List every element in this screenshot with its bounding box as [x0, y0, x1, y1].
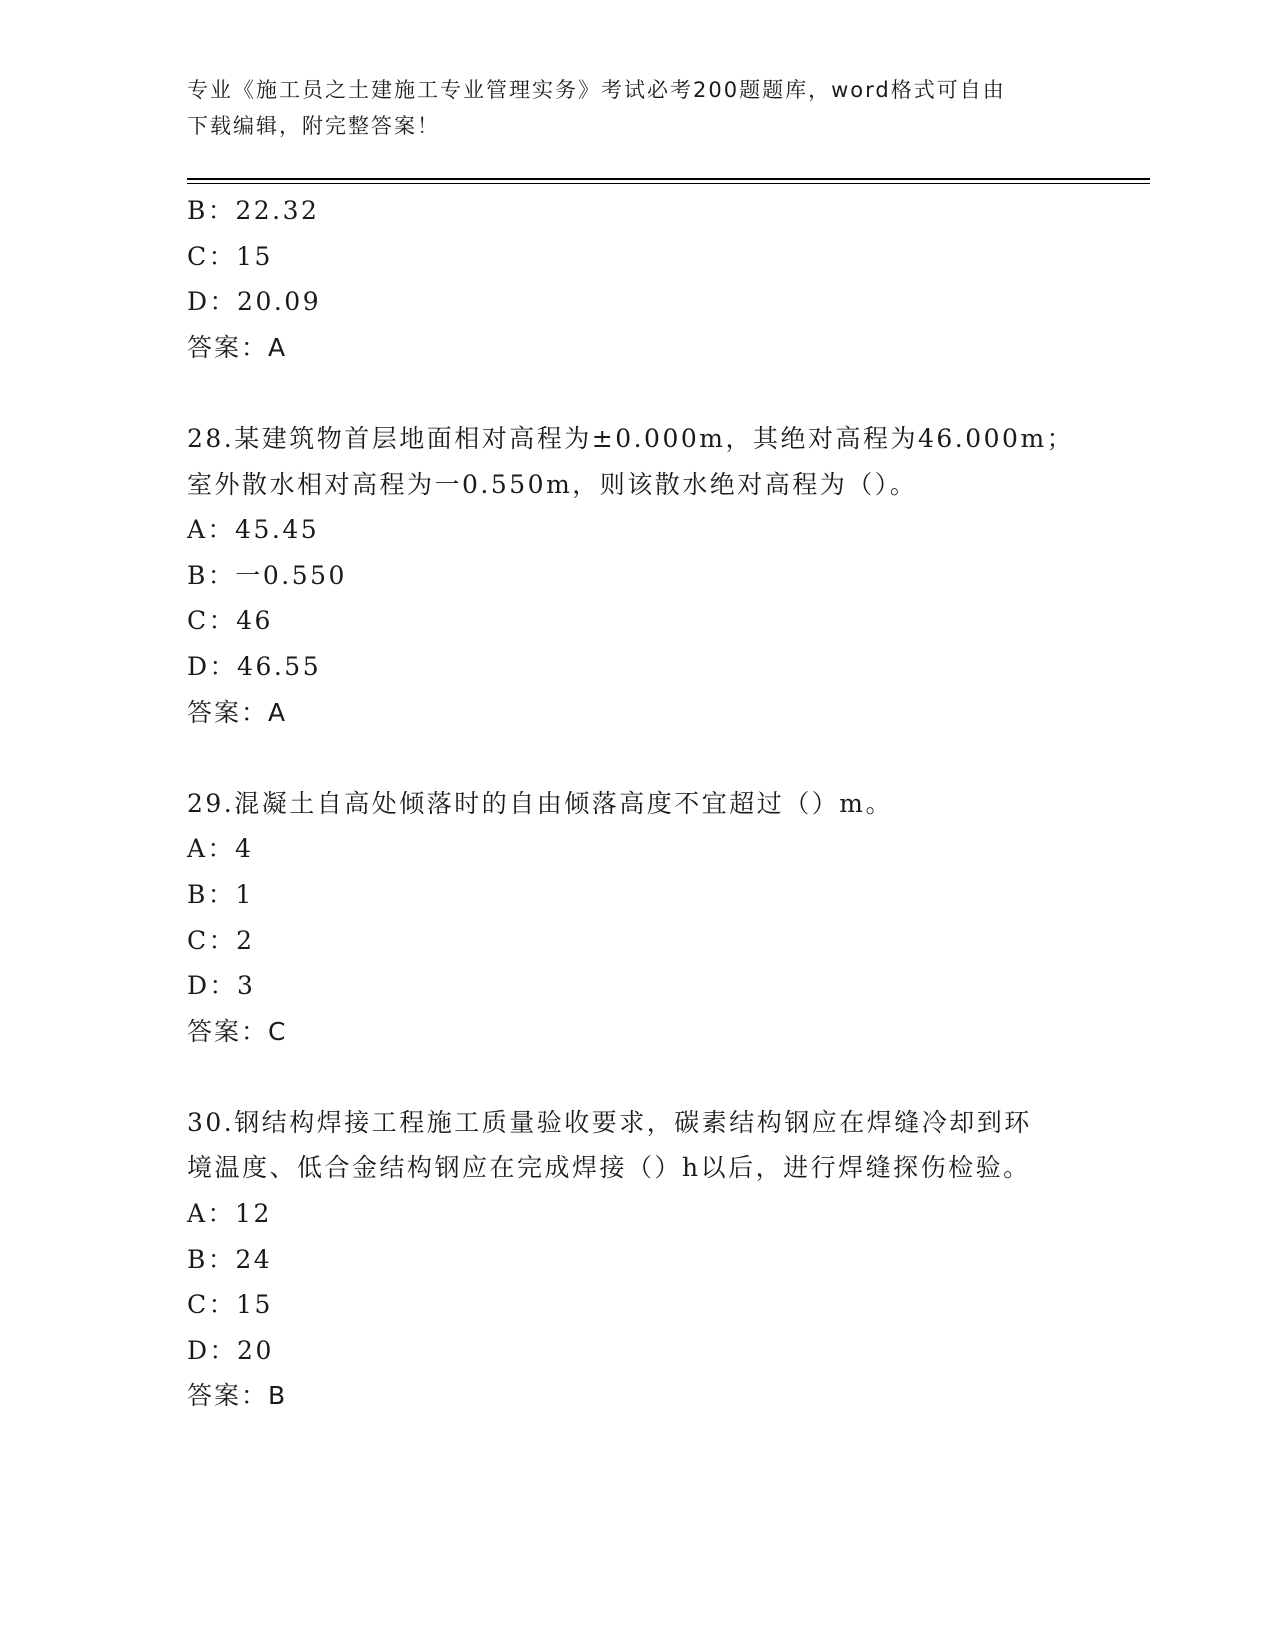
- option-b: B：24: [187, 1244, 273, 1274]
- answer-line: 答案：C: [187, 1016, 288, 1046]
- question-text-line-1: 28.某建筑物首层地面相对高程为±0.000m，其绝对高程为46.000m；: [187, 423, 1075, 453]
- option-d: D：20.09: [187, 287, 322, 317]
- prev-question-block: [187, 188, 1067, 370]
- option-d: D：46.55: [187, 651, 322, 681]
- option-b: B：1: [187, 879, 254, 909]
- option-a: A：45.45: [187, 515, 320, 545]
- answer-line: 答案：A: [187, 332, 288, 362]
- question-text-line-2: 境温度、低合金结构钢应在完成焊接（）h以后，进行焊缝探伤检验。: [187, 1153, 1031, 1183]
- answer-line: 答案：B: [187, 1381, 288, 1411]
- question-text-line-1: 29.混凝土自高处倾落时的自由倾落高度不宜超过（）m。: [187, 788, 893, 818]
- header-line-1: 专业《施工员之土建施工专业管理实务》考试必考200题题库，word格式可自由: [187, 78, 1006, 102]
- option-c: C：2: [187, 925, 255, 955]
- option-b: B：一0.550: [187, 560, 347, 590]
- option-d: D：3: [187, 971, 256, 1001]
- header-rule-thin: [187, 183, 1150, 184]
- answer-line: 答案：A: [187, 697, 288, 727]
- header-rule-thick: [187, 178, 1150, 180]
- question-block-30: [187, 1100, 1067, 1419]
- option-b: B：22.32: [187, 196, 320, 225]
- header-line-2: 下载编辑，附完整答案！: [187, 114, 440, 138]
- question-block-28: [187, 416, 1075, 735]
- spacer: [187, 735, 1067, 781]
- question-content: [187, 188, 1075, 1419]
- question-text-line-1: 30.钢结构焊接工程施工质量验收要求，碳素结构钢应在焊缝冷却到环: [187, 1107, 1032, 1137]
- question-block-29: [187, 781, 1067, 1055]
- spacer: [187, 370, 1067, 416]
- option-c: C：15: [187, 1290, 273, 1320]
- option-c: C：15: [187, 241, 273, 271]
- option-a: A：12: [187, 1199, 272, 1229]
- option-c: C：46: [187, 606, 273, 636]
- option-d: D：20: [187, 1335, 274, 1365]
- spacer: [187, 1054, 1067, 1100]
- document-header: [187, 72, 1067, 144]
- question-text-line-2: 室外散水相对高程为一0.550m，则该散水绝对高程为（）。: [187, 469, 918, 499]
- option-a: A：4: [187, 834, 254, 864]
